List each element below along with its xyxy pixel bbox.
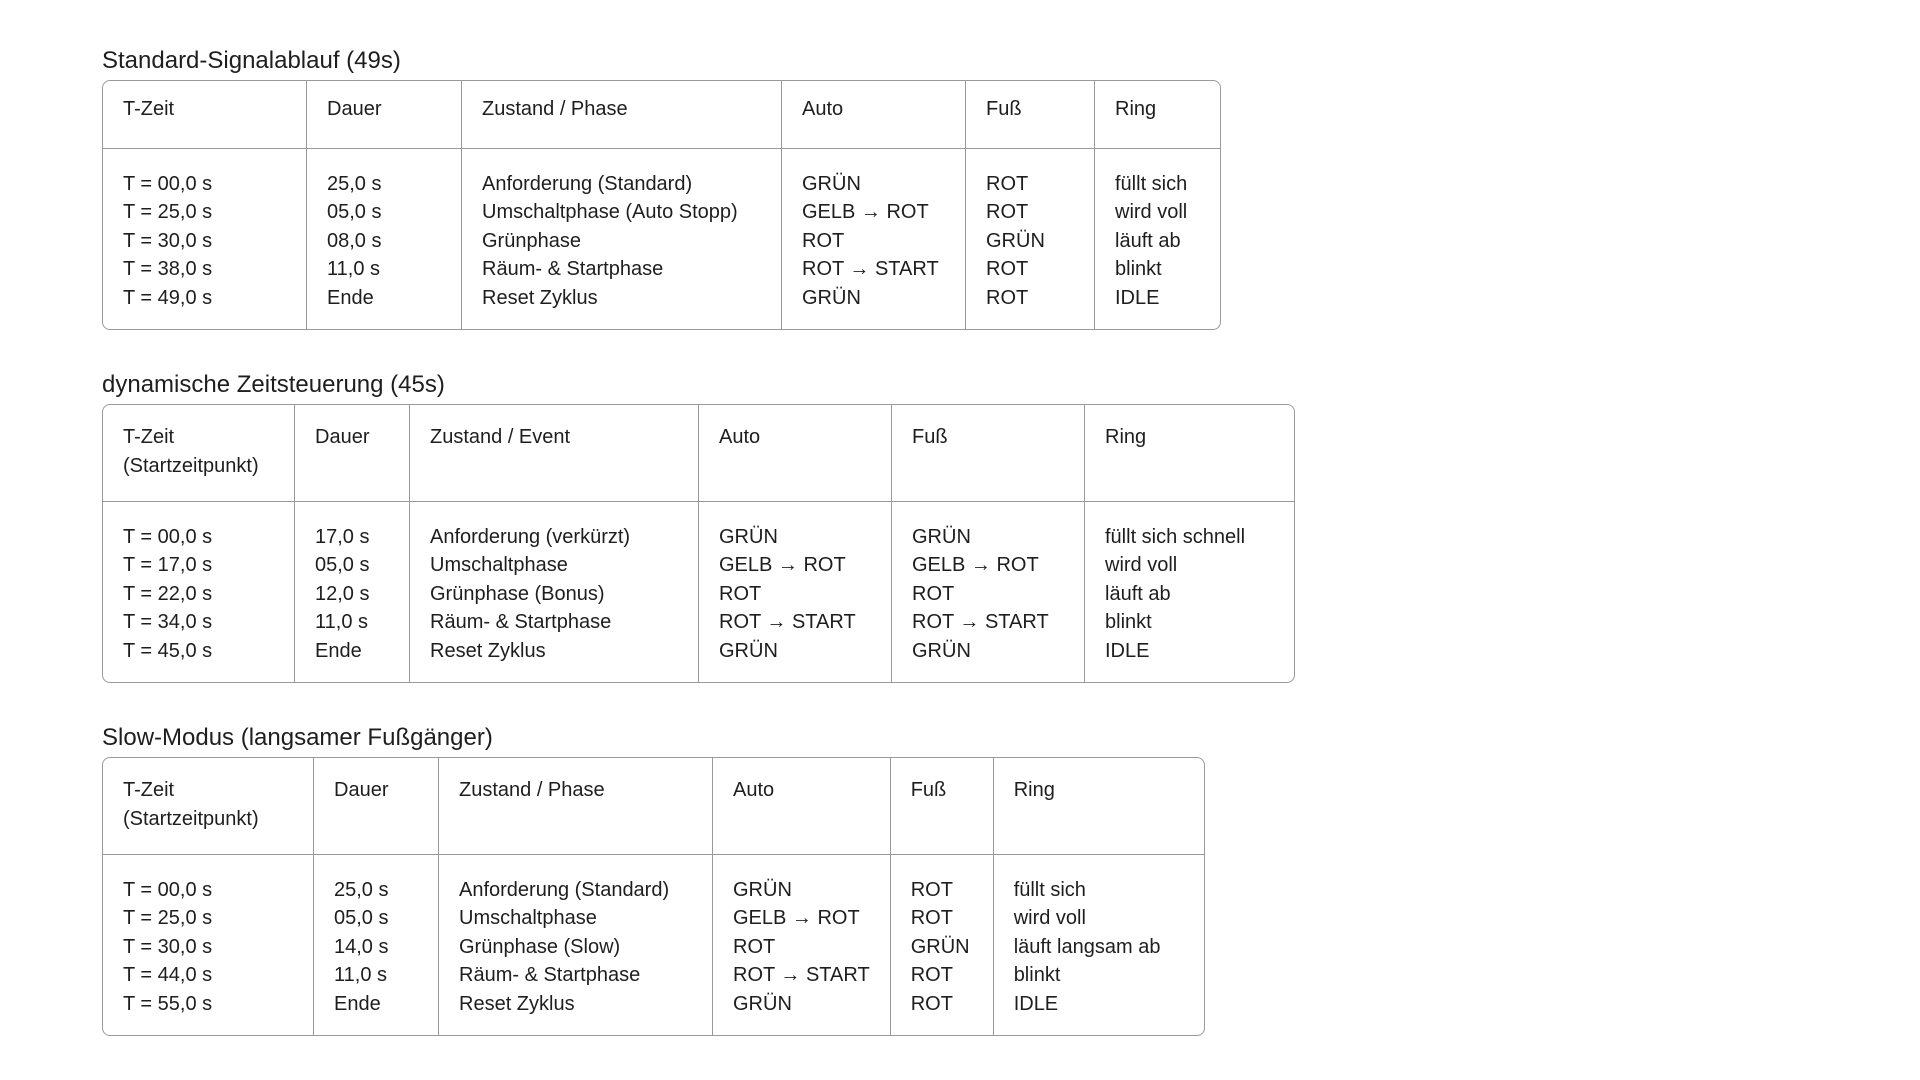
dauer-value: 11,0 s xyxy=(334,964,387,986)
header-label: Ring xyxy=(1013,779,1055,801)
header-auto xyxy=(713,758,891,854)
zustand-value: Anforderung (verkürzt) xyxy=(430,525,631,548)
header-label: Fuß xyxy=(912,426,948,448)
zustand-value: Anforderung (Standard) xyxy=(482,172,693,195)
auto-value: GRÜN xyxy=(719,639,778,662)
cell-fuss xyxy=(890,854,993,1035)
auto-value: ROT xyxy=(719,582,762,605)
auto-value: ROT → START xyxy=(719,611,856,633)
auto-value: GELB → ROT xyxy=(733,907,860,929)
section-standard-signalablauf xyxy=(102,46,1221,335)
t-zeit-value: T = 22,0 s xyxy=(123,582,213,605)
header-fuss xyxy=(892,405,1085,501)
header-dauer xyxy=(307,81,462,148)
header-label: T-Zeit xyxy=(123,98,175,120)
t-zeit-value: T = 30,0 s xyxy=(123,229,213,252)
ring-value: füllt sich schnell xyxy=(1105,525,1246,548)
fuss-value: ROT xyxy=(986,258,1029,280)
header-auto xyxy=(782,81,966,148)
zustand-value: Umschaltphase (Auto Stopp) xyxy=(482,201,738,223)
header-label: Zustand / Event xyxy=(430,426,571,448)
header-label: Dauer xyxy=(334,779,389,801)
fuss-value: ROT xyxy=(986,286,1029,309)
header-ring xyxy=(1085,405,1295,501)
auto-value: ROT → START xyxy=(733,964,870,986)
t-zeit-value: T = 00,0 s xyxy=(123,172,213,195)
t-zeit-value: T = 30,0 s xyxy=(123,935,213,958)
dauer-value: 05,0 s xyxy=(315,554,370,576)
ring-value: füllt sich xyxy=(1115,172,1188,195)
header-zustand xyxy=(410,405,699,501)
fuss-value: GELB → ROT xyxy=(912,554,1039,576)
header-row xyxy=(103,758,1204,854)
dauer-value: 05,0 s xyxy=(327,201,382,223)
t-zeit-value: T = 00,0 s xyxy=(123,525,213,548)
fuss-value: GRÜN xyxy=(910,935,970,958)
dauer-value: 11,0 s xyxy=(315,611,368,633)
ring-value: wird voll xyxy=(1115,201,1188,223)
zustand-value: Räum- & Startphase xyxy=(482,258,664,280)
fuss-value: ROT xyxy=(910,964,953,986)
signal-table-dynamisch xyxy=(103,405,1294,682)
ring-value: wird voll xyxy=(1105,554,1178,576)
header-label: Zustand / Phase xyxy=(459,779,605,801)
header-fuss xyxy=(890,758,993,854)
cell-zustand xyxy=(462,148,782,329)
dauer-value: 12,0 s xyxy=(315,582,370,605)
cell-auto xyxy=(782,148,966,329)
zustand-value: Reset Zyklus xyxy=(430,639,546,662)
header-ring xyxy=(1095,81,1221,148)
header-label: (Startzeitpunkt) xyxy=(123,807,259,830)
auto-value: GRÜN xyxy=(733,992,792,1015)
auto-value: ROT → START xyxy=(802,258,939,280)
header-zustand xyxy=(462,81,782,148)
table-row xyxy=(103,501,1294,682)
header-label: Dauer xyxy=(327,98,382,120)
dauer-value: Ende xyxy=(315,639,362,662)
dauer-value: 08,0 s xyxy=(327,229,382,252)
section-title: dynamische Zeitsteuerung (45s) xyxy=(102,371,445,398)
header-label: Auto xyxy=(733,779,775,801)
auto-value: ROT xyxy=(802,229,845,252)
header-label: (Startzeitpunkt) xyxy=(123,454,259,477)
cell-t-zeit xyxy=(103,148,307,329)
fuss-value: ROT xyxy=(910,878,953,901)
auto-value: GRÜN xyxy=(802,286,861,309)
cell-dauer xyxy=(295,501,410,682)
zustand-value: Grünphase (Slow) xyxy=(459,935,621,958)
t-zeit-value: T = 17,0 s xyxy=(123,554,213,576)
fuss-value: GRÜN xyxy=(912,525,971,548)
cell-auto xyxy=(699,501,892,682)
table-container xyxy=(102,80,1221,330)
cell-ring xyxy=(993,854,1204,1035)
fuss-value: ROT xyxy=(986,172,1029,195)
table-container xyxy=(102,404,1295,683)
cell-t-zeit xyxy=(103,854,314,1035)
header-ring xyxy=(993,758,1204,854)
auto-value: GRÜN xyxy=(719,525,778,548)
table-row xyxy=(103,854,1204,1035)
cell-t-zeit xyxy=(103,501,295,682)
t-zeit-value: T = 34,0 s xyxy=(123,611,213,633)
fuss-value: GRÜN xyxy=(986,229,1045,252)
t-zeit-value: T = 44,0 s xyxy=(123,964,213,986)
header-label: Ring xyxy=(1115,98,1157,120)
t-zeit-value: T = 45,0 s xyxy=(123,639,213,662)
t-zeit-value: T = 25,0 s xyxy=(123,907,213,929)
ring-value: IDLE xyxy=(1013,992,1059,1015)
ring-value: blinkt xyxy=(1115,258,1162,280)
header-auto xyxy=(699,405,892,501)
cell-zustand xyxy=(410,501,699,682)
zustand-value: Umschaltphase xyxy=(459,907,597,929)
header-t-zeit xyxy=(103,81,307,148)
cell-fuss xyxy=(892,501,1085,682)
t-zeit-value: T = 49,0 s xyxy=(123,286,213,309)
header-label: Auto xyxy=(802,98,844,120)
ring-value: IDLE xyxy=(1105,639,1150,662)
t-zeit-value: T = 00,0 s xyxy=(123,878,213,901)
section-title: Standard-Signalablauf (49s) xyxy=(102,47,401,74)
header-dauer xyxy=(314,758,439,854)
dauer-value: Ende xyxy=(334,992,381,1015)
dauer-value: 17,0 s xyxy=(315,525,370,548)
t-zeit-value: T = 25,0 s xyxy=(123,201,213,223)
ring-value: läuft ab xyxy=(1105,582,1171,605)
cell-zustand xyxy=(439,854,713,1035)
dauer-value: 11,0 s xyxy=(327,258,380,280)
ring-value: läuft langsam ab xyxy=(1013,935,1161,958)
section-title: Slow-Modus (langsamer Fußgänger) xyxy=(102,724,493,751)
auto-value: GRÜN xyxy=(802,172,861,195)
signal-table-slow xyxy=(103,758,1204,1035)
zustand-value: Grünphase xyxy=(482,229,581,252)
ring-value: blinkt xyxy=(1105,611,1152,633)
dauer-value: 25,0 s xyxy=(327,172,382,195)
zustand-value: Räum- & Startphase xyxy=(459,964,641,986)
header-label: Fuß xyxy=(986,98,1022,120)
ring-value: wird voll xyxy=(1013,907,1086,929)
auto-value: GRÜN xyxy=(733,878,792,901)
header-label: T-Zeit xyxy=(123,779,175,801)
signal-table-standard xyxy=(103,81,1220,329)
section-dynamische-zeitsteuerung xyxy=(102,370,1295,688)
zustand-value: Räum- & Startphase xyxy=(430,611,612,633)
auto-value: GELB → ROT xyxy=(719,554,846,576)
header-t-zeit xyxy=(103,758,314,854)
cell-dauer xyxy=(307,148,462,329)
fuss-value: ROT xyxy=(986,201,1029,223)
cell-auto xyxy=(713,854,891,1035)
ring-value: blinkt xyxy=(1013,964,1061,986)
header-fuss xyxy=(966,81,1095,148)
dauer-value: 14,0 s xyxy=(334,935,389,958)
t-zeit-value: T = 55,0 s xyxy=(123,992,213,1015)
zustand-value: Umschaltphase xyxy=(430,554,568,576)
ring-value: läuft ab xyxy=(1115,229,1181,252)
fuss-value: GRÜN xyxy=(912,639,971,662)
header-row xyxy=(103,405,1294,501)
fuss-value: ROT xyxy=(910,907,953,929)
table-row xyxy=(103,148,1220,329)
ring-value: füllt sich xyxy=(1013,878,1086,901)
auto-value: ROT xyxy=(733,935,776,958)
header-zustand xyxy=(439,758,713,854)
cell-ring xyxy=(1095,148,1221,329)
header-label: Dauer xyxy=(315,426,370,448)
t-zeit-value: T = 38,0 s xyxy=(123,258,213,280)
dauer-value: 05,0 s xyxy=(334,907,389,929)
zustand-value: Anforderung (Standard) xyxy=(459,878,670,901)
cell-fuss xyxy=(966,148,1095,329)
header-label: Fuß xyxy=(910,779,947,801)
zustand-value: Reset Zyklus xyxy=(482,286,598,309)
dauer-value: 25,0 s xyxy=(334,878,389,901)
dauer-value: Ende xyxy=(327,286,374,309)
zustand-value: Grünphase (Bonus) xyxy=(430,582,605,605)
header-label: Ring xyxy=(1105,426,1147,448)
cell-dauer xyxy=(314,854,439,1035)
table-container xyxy=(102,757,1205,1036)
fuss-value: ROT → START xyxy=(912,611,1049,633)
ring-value: IDLE xyxy=(1115,286,1160,309)
cell-ring xyxy=(1085,501,1295,682)
header-dauer xyxy=(295,405,410,501)
header-label: Zustand / Phase xyxy=(482,98,628,120)
header-label: Auto xyxy=(719,426,761,448)
header-t-zeit xyxy=(103,405,295,501)
fuss-value: ROT xyxy=(910,992,953,1015)
header-row xyxy=(103,81,1220,148)
header-label: T-Zeit xyxy=(123,426,175,448)
fuss-value: ROT xyxy=(912,582,955,605)
auto-value: GELB → ROT xyxy=(802,201,929,223)
section-slow-modus xyxy=(102,723,1205,1041)
zustand-value: Reset Zyklus xyxy=(459,992,575,1015)
